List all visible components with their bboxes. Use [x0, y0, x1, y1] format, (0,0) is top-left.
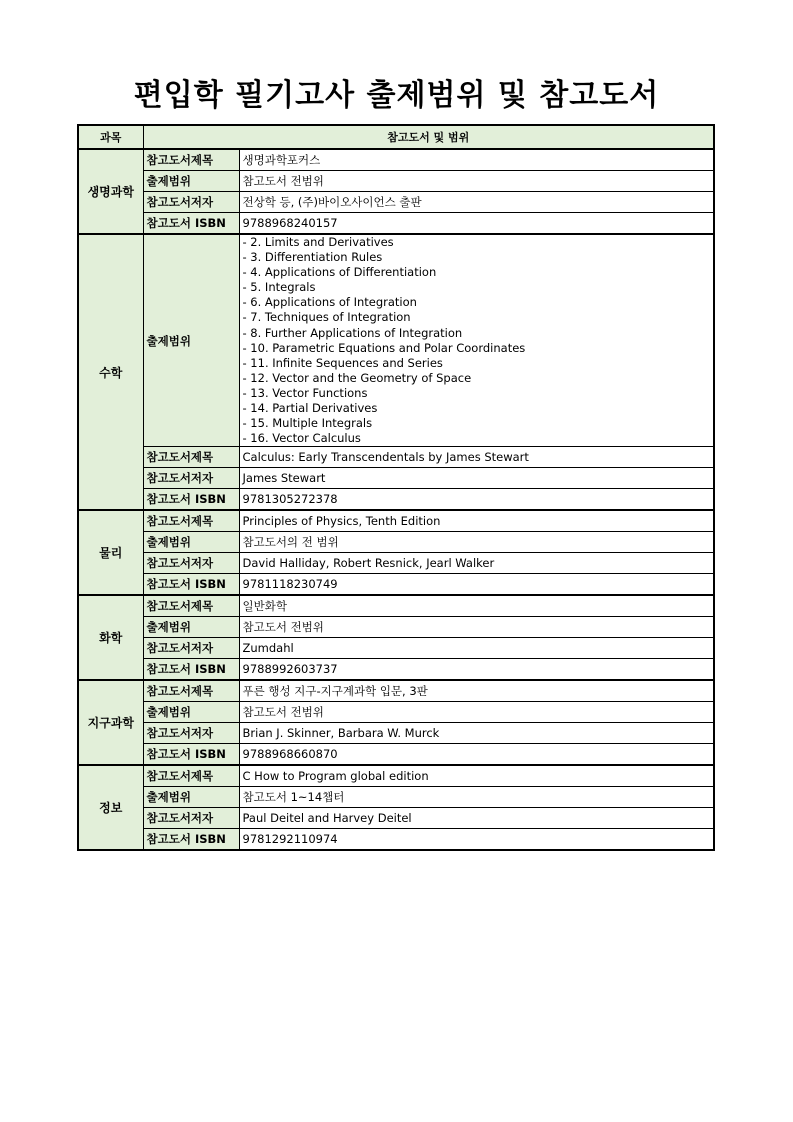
range-item: - 15. Multiple Integrals [242, 416, 373, 431]
table-row [78, 702, 714, 723]
row-label: 참고도서저자 [143, 723, 239, 744]
row-label: 참고도서저자 [143, 808, 239, 829]
page-title: 편입학 필기고사 출제범위 및 참고도서 [133, 78, 660, 113]
row-value: James Stewart [239, 468, 714, 489]
range-item: - 4. Applications of Differentiation [242, 265, 437, 280]
range-item: - 10. Parametric Equations and Polar Coordinates [242, 340, 526, 355]
subject-group-biology [78, 149, 714, 234]
range-item: - 3. Differentiation Rules [242, 250, 383, 265]
row-value: Paul Deitel and Harvey Deitel [239, 808, 714, 829]
subject-group-earth-science [78, 680, 714, 765]
table-row [78, 171, 714, 192]
row-label: 참고도서제목 [143, 447, 239, 468]
row-label: 참고도서 ISBN [143, 213, 239, 235]
row-label: 출제범위 [143, 171, 239, 192]
row-label: 참고도서제목 [143, 595, 239, 617]
table-row [78, 723, 714, 744]
range-item: - 14. Partial Derivatives [242, 401, 378, 416]
range-list [239, 234, 714, 447]
row-value: 9781118230749 [239, 574, 714, 596]
table-row [78, 638, 714, 659]
row-value: 참고도서 1~14챕터 [239, 787, 714, 808]
table-row [78, 192, 714, 213]
row-label: 참고도서 ISBN [143, 574, 239, 596]
row-label: 참고도서 ISBN [143, 829, 239, 851]
subject-cell: 수학 [78, 234, 143, 510]
header-row [78, 125, 714, 149]
row-value: Calculus: Early Transcendentals by James Stewart [239, 447, 714, 468]
row-label: 참고도서제목 [143, 765, 239, 787]
row-label: 참고도서제목 [143, 510, 239, 532]
range-item: - 8. Further Applications of Integration [242, 325, 463, 340]
row-value: Principles of Physics, Tenth Edition [239, 510, 714, 532]
row-label: 출제범위 [143, 702, 239, 723]
row-label: 참고도서저자 [143, 553, 239, 574]
row-value: 참고도서의 전 범위 [239, 532, 714, 553]
range-item: - 12. Vector and the Geometry of Space [242, 370, 472, 385]
subject-cell: 화학 [78, 595, 143, 680]
table-row [78, 510, 714, 532]
subject-cell: 물리 [78, 510, 143, 595]
table-row [78, 213, 714, 235]
table-row [78, 149, 714, 171]
table-row [78, 808, 714, 829]
row-label: 참고도서 ISBN [143, 489, 239, 511]
table-row [78, 447, 714, 468]
range-item: - 2. Limits and Derivatives [242, 235, 394, 249]
row-label: 참고도서저자 [143, 192, 239, 213]
row-value: 생명과학포커스 [239, 149, 714, 171]
range-item: - 11. Infinite Sequences and Series [242, 355, 443, 370]
row-value: 9781292110974 [239, 829, 714, 851]
row-value: 9788968660870 [239, 744, 714, 766]
range-item: - 13. Vector Functions [242, 385, 368, 400]
header-reference: 참고도서 및 범위 [143, 125, 714, 149]
row-label: 참고도서 ISBN [143, 744, 239, 766]
row-value: 전상학 등, (주)바이오사이언스 출판 [239, 192, 714, 213]
subject-group-physics [78, 510, 714, 595]
row-label: 출제범위 [143, 532, 239, 553]
row-value: Zumdahl [239, 638, 714, 659]
range-item: - 5. Integrals [242, 280, 316, 295]
row-label: 출제범위 [143, 787, 239, 808]
row-value: 9788968240157 [239, 213, 714, 235]
row-value: C How to Program global edition [239, 765, 714, 787]
subject-group-chemistry [78, 595, 714, 680]
range-item: - 7. Techniques of Integration [242, 310, 411, 325]
table-row [78, 829, 714, 851]
row-label: 참고도서 ISBN [143, 659, 239, 681]
row-value: Brian J. Skinner, Barbara W. Murck [239, 723, 714, 744]
row-value: 참고도서 전범위 [239, 617, 714, 638]
row-label: 출제범위 [143, 617, 239, 638]
table-row [78, 680, 714, 702]
row-label: 참고도서제목 [143, 680, 239, 702]
row-value: 일반화학 [239, 595, 714, 617]
row-value: 푸른 행성 지구-지구계과학 입문, 3판 [239, 680, 714, 702]
table-row [78, 468, 714, 489]
row-label: 참고도서저자 [143, 468, 239, 489]
range-item: - 6. Applications of Integration [242, 295, 417, 310]
subject-cell: 정보 [78, 765, 143, 850]
row-value: David Halliday, Robert Resnick, Jearl Walker [239, 553, 714, 574]
row-value: 참고도서 전범위 [239, 171, 714, 192]
row-label: 참고도서저자 [143, 638, 239, 659]
table-row [78, 553, 714, 574]
row-label: 참고도서제목 [143, 149, 239, 171]
table-row [78, 744, 714, 766]
table-row [78, 234, 714, 447]
subject-group-math [78, 234, 714, 510]
subject-cell: 지구과학 [78, 680, 143, 765]
table-row [78, 787, 714, 808]
table-row [78, 532, 714, 553]
subject-cell: 생명과학 [78, 149, 143, 234]
table-row [78, 659, 714, 681]
table-row [78, 765, 714, 787]
table-row [78, 489, 714, 511]
table-row [78, 617, 714, 638]
table-row [78, 595, 714, 617]
row-label: 출제범위 [143, 234, 239, 447]
header-subject: 과목 [78, 125, 143, 149]
row-value: 9788992603737 [239, 659, 714, 681]
reference-table [77, 124, 715, 851]
row-value: 9781305272378 [239, 489, 714, 511]
row-value: 참고도서 전범위 [239, 702, 714, 723]
table-row [78, 574, 714, 596]
range-item: - 16. Vector Calculus [242, 431, 361, 446]
subject-group-informatics [78, 765, 714, 850]
